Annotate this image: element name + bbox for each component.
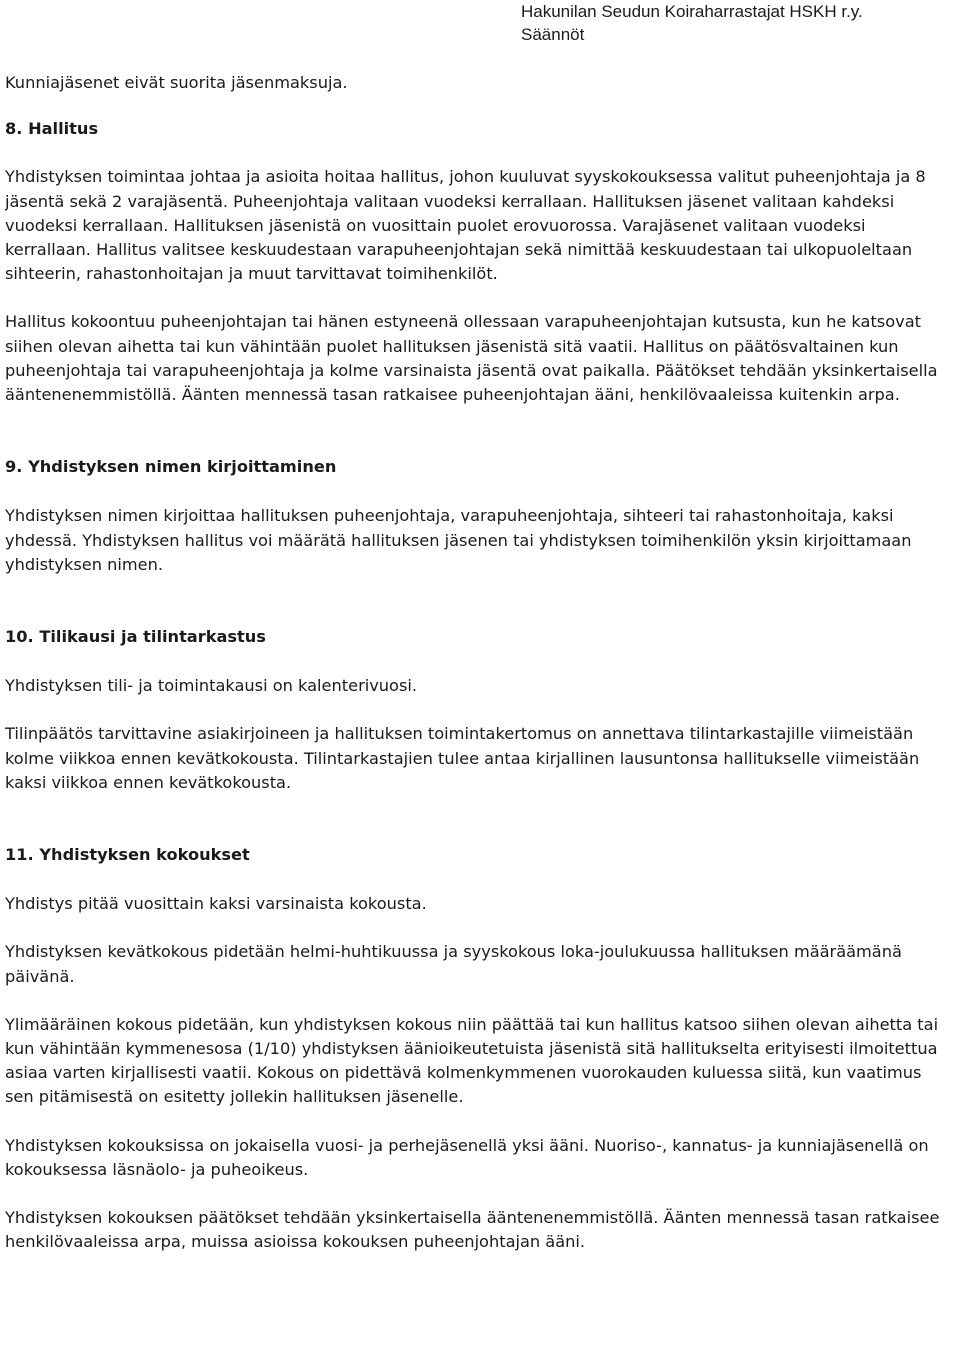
section-heading [5,625,955,649]
section-8 [5,117,955,407]
section-heading [5,117,955,141]
section-paragraph: Yhdistyksen kokouksissa on jokaisella vuosi- ja perhejäsenellä yksi ääni. Nuoriso-, kannatus- ja kunniajäsenellä on kokouksessa läsnäolo- ja puheoikeus. [5,1135,929,1179]
section-9 [5,455,955,577]
section-number: 9. [5,457,23,477]
section-number: 11. [5,845,34,865]
section-title: Yhdistyksen kokoukset [39,845,250,865]
section-11 [5,843,955,1254]
section-paragraph: Yhdistyksen nimen kirjoittaa hallituksen puheenjohtaja, varapuheenjohtaja, sihteeri tai rahastonhoitaja, kaksi yhdessä. Yhdistyksen hallitus voi määrätä hallituksen jäsenen tai yhdistyksen toimihenkilön yksin kirjoittamaan yhdistyksen nimen. [5,506,912,574]
intro-text: Kunniajäsenet eivät suorita jäsenmaksuja. [5,73,348,92]
section-paragraph: Ylimääräinen kokous pidetään, kun yhdistyksen kokous niin päättää tai kun hallitus katsoo siihen olevan aihetta tai kun vähintään kymmenesosa (1/10) yhdistyksen äänioikeutetuista jäsenistä sitä hallitukselta erityisesti ilmoitettua asiaa varten kirjallisesti vaatii. Kokous on pidettävä kolmenkymmenen vuorokauden kuluessa siitä, kun vaatimus sen pitämisestä on esitetty jollekin hallituksen jäsenelle. [5,1014,939,1107]
document-header [521,0,951,46]
section-paragraph: Tilinpäätös tarvittavine asiakirjoineen ja hallituksen toimintakertomus on annettava tilintarkastajille viimeistään kolme viikkoa ennen kevätkokousta. Tilintarkastajien tulee antaa kirjallinen lausuntonsa hallitukselle viimeistään kaksi viikkoa ennen kevätkokousta. [5,724,920,792]
organization-name: Hakunilan Seudun Koiraharrastajat HSKH r.y. [521,2,863,21]
section-paragraph: Yhdistyksen tili- ja toimintakausi on kalenterivuosi. [5,676,418,696]
document-title: Säännöt [521,25,585,44]
section-title: Yhdistyksen nimen kirjoittaminen [28,457,337,477]
section-heading [5,843,955,867]
section-paragraph: Yhdistyksen kevätkokous pidetään helmi-huhtikuussa ja syyskokous loka-joulukuussa hallituksen määräämänä päivänä. [5,942,902,986]
section-number: 8. [5,119,23,139]
section-paragraph: Yhdistys pitää vuosittain kaksi varsinaista kokousta. [5,894,427,914]
section-heading [5,455,955,479]
section-number: 10. [5,627,34,647]
section-10 [5,625,955,795]
document-body [5,71,955,1255]
section-paragraph: Yhdistyksen kokouksen päätökset tehdään yksinkertaisella ääntenenemmistöllä. Äänten mennessä tasan ratkaisee henkilövaaleissa arpa, muissa asioissa kokouksen puheenjohtajan ääni. [5,1208,940,1252]
section-title: Hallitus [28,119,99,139]
section-title: Tilikausi ja tilintarkastus [39,627,266,647]
section-paragraph: Hallitus kokoontuu puheenjohtajan tai hänen estyneenä ollessaan varapuheenjohtajan kutsusta, kun he katsovat siihen olevan aihetta tai kun vähintään puolet hallituksen jäsenistä sitä vaatii. Hallitus on päätösvaltainen kun puheenjohtaja tai varapuheenjohtaja ja kolme varsinaista jäsentä ovat paikalla. Päätökset tehdään yksinkertaisella ääntenenemmistöllä. Äänten mennessä tasan ratkaisee puheenjohtajan ääni, henkilövaaleissa kuitenkin arpa. [5,312,938,405]
section-paragraph: Yhdistyksen toimintaa johtaa ja asioita hoitaa hallitus, johon kuuluvat syyskokouksessa valitut puheenjohtaja ja 8 jäsentä sekä 2 varajäsentä. Puheenjohtaja valitaan vuodeksi kerrallaan. Hallituksen jäsenet valitaan kahdeksi vuodeksi kerrallaan. Hallituksen jäsenistä on vuosittain puolet erovuorossa. Varajäsenet valitaan vuodeksi kerrallaan. Hallitus valitsee keskuudestaan varapuheenjohtajan sekä nimittää keskuudestaan tai ulkopuoleltaan sihteerin, rahastonhoitajan ja muut tarvittavat toimihenkilöt. [5,167,926,284]
